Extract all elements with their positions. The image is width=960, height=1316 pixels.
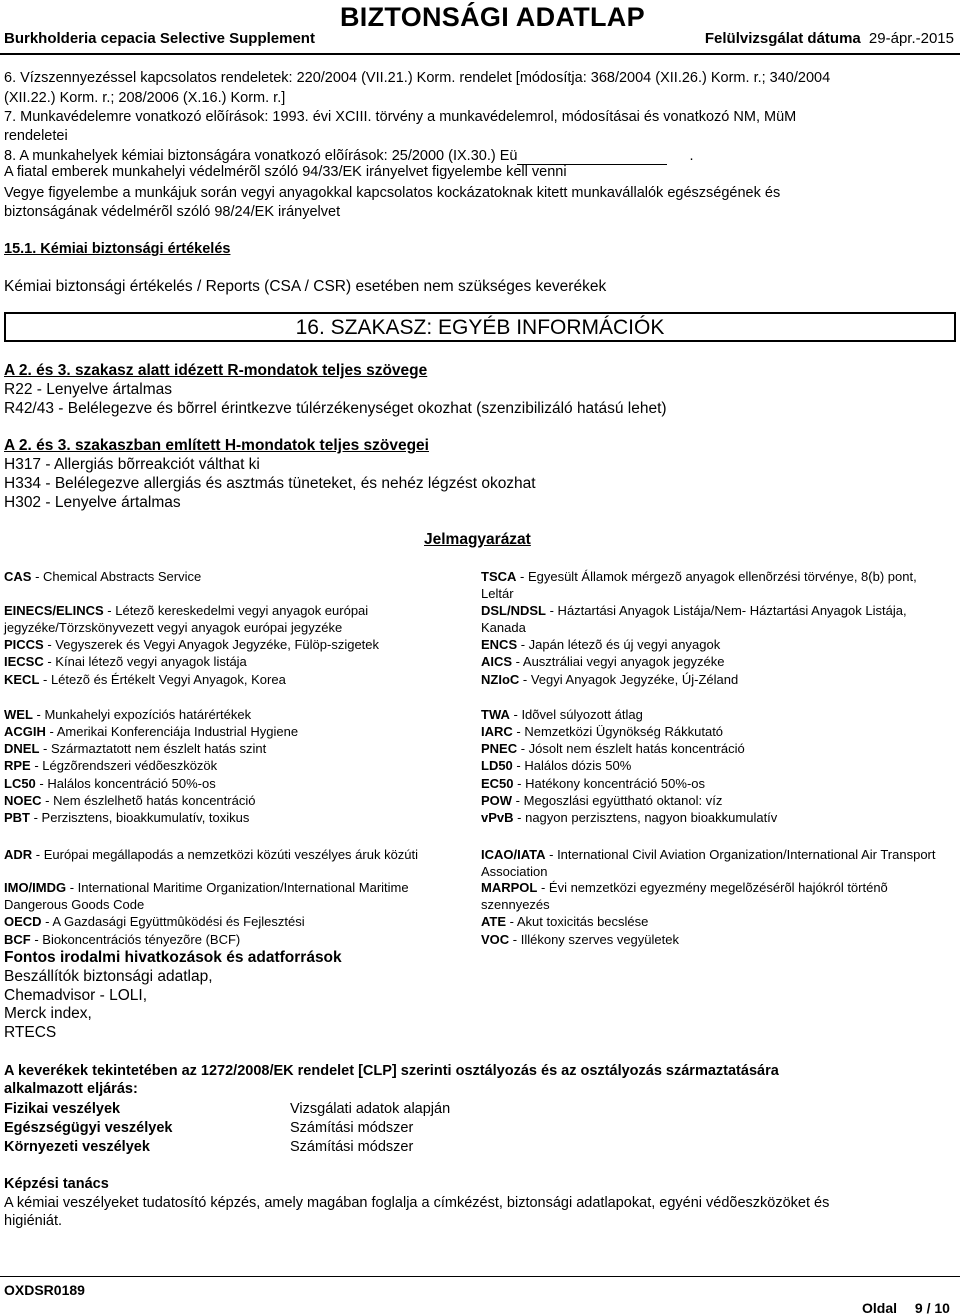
- hazard-method: Számítási módszer: [290, 1139, 414, 1155]
- training-heading: Képzési tanács: [4, 1176, 109, 1192]
- footer-divider: [0, 1276, 960, 1277]
- product-name: Burkholderia cepacia Selective Supplement: [4, 30, 315, 47]
- hazard-method: Vizsgálati adatok alapján: [290, 1101, 451, 1117]
- csa-text: Kémiai biztonsági értékelés / Reports (CSA / CSR) esetében nem szükséges keverékek: [4, 278, 607, 295]
- legend-item: TSCA - Egyesült Államok mérgezõ anyagok ellenõrzési törvénye, 8(b) pont, Leltár: [481, 569, 917, 601]
- legend-item: DNEL - Származtatott nem észlelt hatás szint: [4, 741, 267, 756]
- legend-item: ADR - Európai megállapodás a nemzetközi közúti veszélyes áruk közúti: [4, 847, 419, 862]
- r-phrase: R22 - Lenyelve ártalmas: [4, 381, 172, 398]
- legend-item: PNEC - Jósolt nem észlelt hatás koncentráció: [481, 741, 745, 756]
- source-line: Chemadvisor - LOLI,: [4, 987, 147, 1004]
- h-phrases-heading: A 2. és 3. szakaszban említett H-mondatok teljes szövegei: [4, 437, 429, 454]
- legend-item: NOEC - Nem észlelhetõ hatás koncentráció: [4, 793, 256, 808]
- legend-item: IMO/IMDG - International Maritime Organization/International Maritime Dangerous Goods Code: [4, 880, 409, 912]
- hazard-label: Környezeti veszélyek: [4, 1139, 150, 1155]
- legend-item: RPE - Légzõrendszeri védõeszközök: [4, 758, 218, 773]
- workers-directive-a: Vegye figyelembe a munkájuk során vegyi anyagokkal kapcsolatos kockázatoknak kitett munkavállalók egészségének és: [4, 185, 781, 201]
- regulation-8-text: 8. A munkahelyek kémiai biztonságára vonatkozó elõírások: 25/2000 (IX.30.) Eü: [4, 148, 518, 164]
- h-phrase: H317 - Allergiás bõrreakciót válthat ki: [4, 456, 260, 473]
- header-divider: [0, 53, 960, 55]
- workers-directive-b: biztonságának védelmérõl szóló 98/24/EK irányelvet: [4, 204, 341, 220]
- source-line: RTECS: [4, 1024, 57, 1041]
- legend-item: ATE - Akut toxicitás becslése: [481, 914, 649, 929]
- blank-line: [517, 150, 667, 165]
- page-number: [862, 1300, 950, 1316]
- legend-item: EINECS/ELINCS - Létezõ kereskedelmi vegyi anyagok európai jegyzéke/Törzskönyvezett vegyi anyagok európai jegyzéke: [4, 603, 369, 635]
- classification-heading-b: alkalmazott eljárás:: [4, 1081, 138, 1097]
- legend-item: IECSC - Kínai létezõ vegyi anyagok listája: [4, 654, 247, 669]
- legend-item: vPvB - nagyon perzisztens, nagyon bioakkumulatív: [481, 810, 778, 825]
- hazard-method: Számítási módszer: [290, 1120, 414, 1136]
- h-phrase: H334 - Belélegezve allergiás és asztmás tüneteket, és nehéz légzést okozhat: [4, 475, 536, 492]
- legend-item: EC50 - Hatékony koncentráció 50%-os: [481, 776, 706, 791]
- legend-item: AICS - Ausztráliai vegyi anyagok jegyzéke: [481, 654, 725, 669]
- section16-header: [4, 312, 956, 342]
- hazard-label: Egészségügyi veszélyek: [4, 1120, 173, 1136]
- source-line: Beszállítók biztonsági adatlap,: [4, 968, 213, 985]
- legend-item: ACGIH - Amerikai Konferenciája Industrial Hygiene: [4, 724, 299, 739]
- legend-item: MARPOL - Évi nemzetközi egyezmény megelõzésérõl hajókról történõ szennyezés: [481, 880, 888, 912]
- legend-item: DSL/NDSL - Háztartási Anyagok Listája/Nem- Háztartási Anyagok Listája, Kanada: [481, 603, 907, 635]
- revision-label: Felülvizsgálat dátuma: [704, 30, 861, 47]
- legend-item: TWA - Idõvel súlyozott átlag: [481, 707, 643, 722]
- legend-item: NZIoC - Vegyi Anyagok Jegyzéke, Új-Zéland: [481, 672, 739, 687]
- document-code: OXDSR0189: [4, 1282, 85, 1298]
- legend-item: BCF - Biokoncentrációs tényezõre (BCF): [4, 932, 241, 947]
- regulation-8: [4, 148, 693, 165]
- legend-item: WEL - Munkahelyi expozíciós határértékek: [4, 707, 252, 722]
- page-value: 9 / 10: [914, 1300, 950, 1316]
- legend-item: OECD - A Gazdasági Együttmûködési és Fejlesztési: [4, 914, 305, 929]
- regulation-7a: 7. Munkavédelemre vonatkozó elõírások: 1993. évi XCIII. törvény a munkavédelemrol, módosításai és vonatkozó NM, MüM: [4, 109, 797, 125]
- revision-value: 29-ápr.-2015: [868, 30, 954, 47]
- page-label: Oldal: [862, 1300, 898, 1316]
- source-line: Merck index,: [4, 1005, 92, 1022]
- legend-item: PICCS - Vegyszerek és Vegyi Anyagok Jegyzéke, Fülöp-szigetek: [4, 637, 380, 652]
- legend-item: ICAO/IATA - International Civil Aviation Organization/International Air Transport Association: [481, 847, 936, 879]
- legend-item: CAS - Chemical Abstracts Service: [4, 569, 202, 584]
- legend-item: KECL - Létezõ és Értékelt Vegyi Anyagok, Korea: [4, 672, 286, 687]
- regulation-6b: (XII.22.) Korm. r.; 208/2006 (X.16.) Korm. r.]: [4, 90, 286, 106]
- legend-item: PBT - Perzisztens, bioakkumulatív, toxikus: [4, 810, 250, 825]
- legend-item: VOC - Illékony szerves vegyületek: [481, 932, 679, 947]
- r-phrases-heading: A 2. és 3. szakasz alatt idézett R-mondatok teljes szövege: [4, 362, 428, 379]
- legend-item: IARC - Nemzetközi Ügynökség Rákkutató: [481, 724, 724, 739]
- legend-item: POW - Megoszlási együttható oktanol: víz: [481, 793, 723, 808]
- revision-date: [705, 30, 954, 47]
- regulation-8-end: .: [689, 148, 694, 164]
- h-phrase: H302 - Lenyelve ártalmas: [4, 494, 181, 511]
- hazard-label: Fizikai veszélyek: [4, 1101, 121, 1117]
- regulation-7b: rendeletei: [4, 128, 68, 144]
- classification-heading-a: A keverékek tekintetében az 1272/2008/EK rendelet [CLP] szerinti osztályozás és az osztályozás származtatására: [4, 1063, 779, 1079]
- sources-heading: Fontos irodalmi hivatkozások és adatforrások: [4, 949, 342, 966]
- regulation-6a: 6. Vízszennyezéssel kapcsolatos rendeletek: 220/2004 (VII.21.) Korm. rendelet [módosítja: 368/2004 (XII.26.) Korm. r.; 340/2004: [4, 70, 831, 86]
- csa-heading: 15.1. Kémiai biztonsági értékelés: [4, 241, 231, 257]
- training-text-b: higiéniát.: [4, 1213, 63, 1229]
- section16-title: 16. SZAKASZ: EGYÉB INFORMÁCIÓK: [295, 316, 665, 339]
- training-text-a: A kémiai veszélyeket tudatosító képzés, amely magában foglalja a címkézést, biztonsági adatlapokat, egyéni védõeszközöket és: [4, 1195, 830, 1211]
- legend-item: LD50 - Halálos dózis 50%: [481, 758, 632, 773]
- legend-item: ENCS - Japán létezõ és új vegyi anyagok: [481, 637, 721, 652]
- legend-heading: Jelmagyarázat: [424, 531, 531, 548]
- legend-item: LC50 - Halálos koncentráció 50%-os: [4, 776, 216, 791]
- young-workers-directive: A fiatal emberek munkahelyi védelmérõl szóló 94/33/EK irányelvet figyelembe kell venni: [4, 164, 567, 180]
- r-phrase: R42/43 - Belélegezve és bõrrel érintkezve túlérzékenységet okozhat (szenzibilizáló hatású lehet): [4, 400, 667, 417]
- document-title: BIZTONSÁGI ADATLAP: [340, 2, 645, 32]
